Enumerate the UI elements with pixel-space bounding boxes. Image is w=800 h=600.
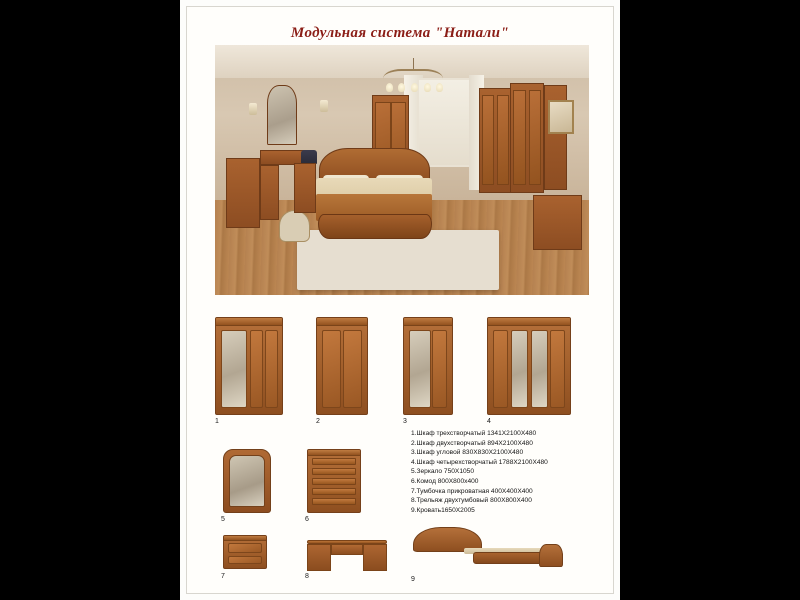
photo-chest-of-drawers xyxy=(533,195,582,250)
table-center-drawer xyxy=(331,544,363,555)
bed-footboard xyxy=(539,544,563,567)
product-dressing-table xyxy=(307,533,387,571)
page-content xyxy=(186,6,614,594)
product-wardrobe-4door xyxy=(487,317,571,415)
table-pedestal-left xyxy=(307,544,331,571)
product-gallery xyxy=(215,299,589,587)
spec-line-7: 7.Тумбочка прикроватная 400X400X400 xyxy=(411,487,533,495)
photo-bed xyxy=(316,148,432,238)
product-wardrobe-3door xyxy=(215,317,283,415)
photo-stool xyxy=(279,210,311,242)
photo-framed-picture xyxy=(548,100,574,134)
photo-wall-lamp xyxy=(320,100,328,112)
product-wardrobe-corner xyxy=(403,317,453,415)
catalog-page xyxy=(180,0,620,600)
chandelier-bulb xyxy=(411,83,418,92)
product-number-3: 3 xyxy=(403,418,407,425)
product-number-5: 5 xyxy=(221,516,225,523)
photo-wardrobe-corner xyxy=(479,88,513,193)
product-number-9: 9 xyxy=(411,576,415,583)
product-number-1: 1 xyxy=(215,418,219,425)
product-number-4: 4 xyxy=(487,418,491,425)
spec-line-3: 3.Шкаф угловой 830X830X2100X480 xyxy=(411,449,524,457)
photo-nightstand-bed xyxy=(294,163,316,213)
spec-line-9: 9.Кровать1650X2005 xyxy=(411,506,475,514)
spec-line-2: 2.Шкаф двухстворчатый 894X2100X480 xyxy=(411,439,533,447)
bedroom-interior-photo xyxy=(215,45,589,295)
product-number-7: 7 xyxy=(221,573,225,580)
product-number-8: 8 xyxy=(305,573,309,580)
chandelier-bulb xyxy=(398,83,405,92)
spec-line-5: 5.Зеркало 750X1050 xyxy=(411,468,475,476)
product-nightstand xyxy=(223,535,267,569)
photo-wall-lamp xyxy=(249,103,257,115)
photo-dressing-table-pedestal xyxy=(260,165,279,220)
chandelier-bulb xyxy=(386,83,393,92)
photo-wardrobe-4door xyxy=(510,83,544,193)
product-mirror xyxy=(223,449,271,513)
page-title: Модульная система "Натали" xyxy=(290,25,510,41)
mirror-glass xyxy=(229,455,265,507)
chandelier-icon xyxy=(383,58,443,96)
photo-wall-mirror xyxy=(267,85,297,145)
product-number-6: 6 xyxy=(305,516,309,523)
specification-list xyxy=(411,429,601,515)
product-wardrobe-2door xyxy=(316,317,368,415)
spec-line-1: 1.Шкаф трехстворчатый 1341X2100X480 xyxy=(411,430,537,437)
spec-line-4: 4.Шкаф четырехстворчатый 1788X2100X480 xyxy=(411,458,548,466)
photo-nightstand-left xyxy=(226,158,260,228)
photo-bed-footboard xyxy=(318,214,431,239)
product-number-2: 2 xyxy=(316,418,320,425)
spec-line-6: 6.Комод 800X800x400 xyxy=(411,477,479,485)
spec-line-8: 8.Трельяж двухтумбовый 800X800X400 xyxy=(411,497,532,505)
table-pedestal-right xyxy=(363,544,387,571)
product-chest-of-drawers xyxy=(307,449,361,513)
product-bed xyxy=(413,527,563,575)
chandelier-bulb xyxy=(436,83,443,92)
chandelier-bulb xyxy=(424,83,431,92)
